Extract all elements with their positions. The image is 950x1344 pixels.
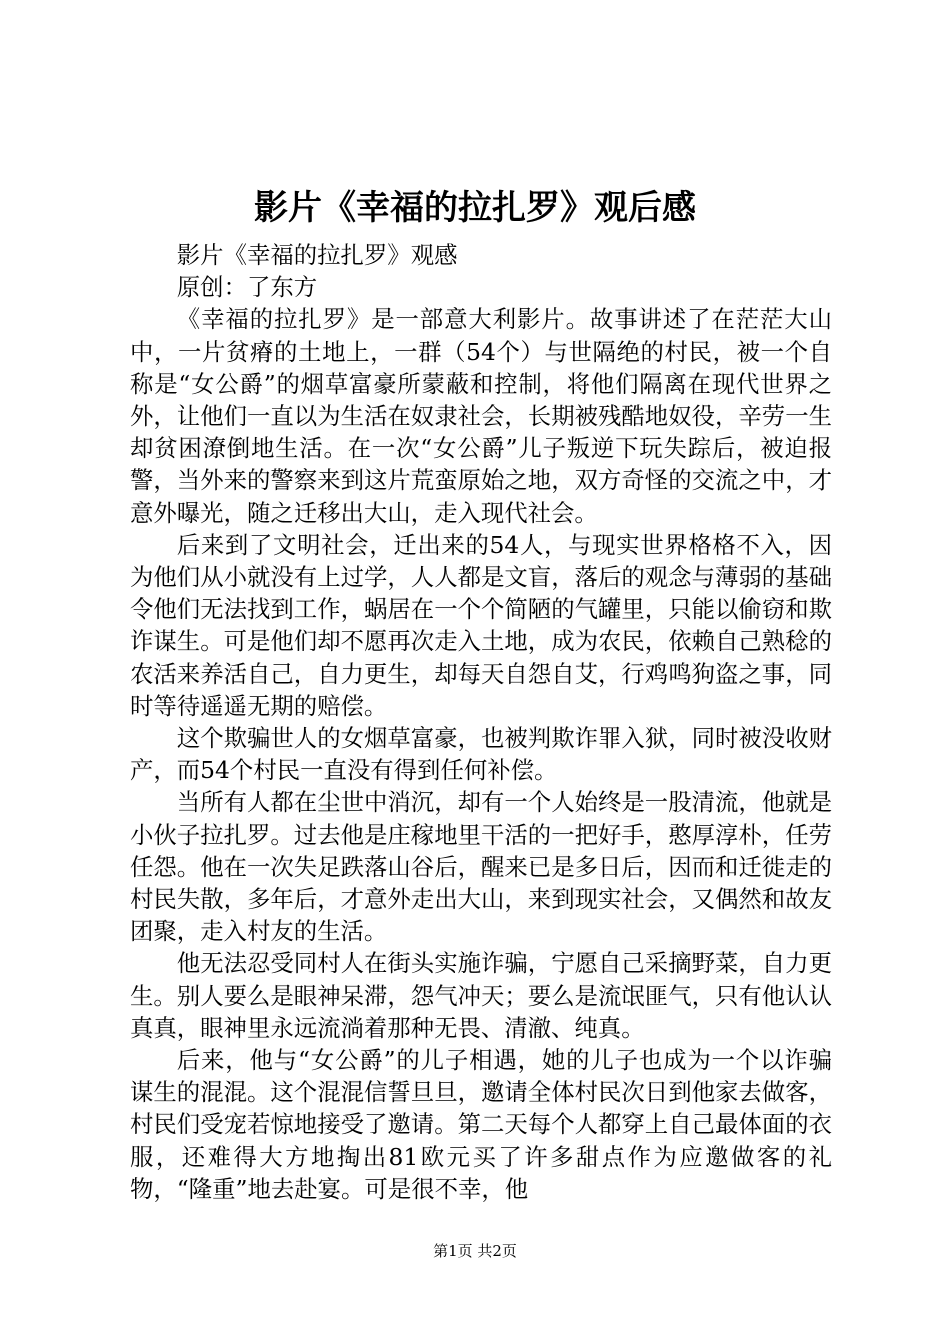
- body-paragraph-2: 后来到了文明社会，迁出来的54人，与现实世界格格不入，因为他们从小就没有上过学，人人都是文盲，落后的观念与薄弱的基础令他们无法找到工作，蜗居在一个个简陋的气罐里，只能以偷窃和欺诈谋生。可是他们却不愿再次走入土地，成为农民，依赖自己熟稔的农活来养活自己，自力更生，却每天自怨自艾，行鸡鸣狗盗之事，同时等待遥遥无期的赔偿。: [130, 530, 832, 720]
- body-paragraph-6: 后来，他与“女公爵”的儿子相遇，她的儿子也成为一个以诈骗谋生的混混。这个混混信誓旦旦，邀请全体村民次日到他家去做客，村民们受宠若惊地接受了邀请。第二天每个人都穿上自己最体面的衣服，还难得大方地掏出81欧元买了许多甜点作为应邀做客的礼物，“隆重”地去赴宴。可是很不幸，他: [130, 1046, 832, 1203]
- document-body: [130, 239, 832, 1205]
- body-paragraph-1: 《幸福的拉扎罗》是一部意大利影片。故事讲述了在茫茫大山中，一片贫瘠的土地上，一群（54个）与世隔绝的村民，被一个自称是“女公爵”的烟草富豪所蒙蔽和控制，将他们隔离在现代世界之外，让他们一直以为生活在奴隶社会，长期被残酷地奴役，辛劳一生却贫困潦倒地生活。在一次“女公爵”儿子叛逆下玩失踪后，被迫报警，当外来的警察来到这片荒蛮原始之地，双方奇怪的交流之中，才意外曝光，随之迁移出大山，走入现代社会。: [130, 305, 832, 527]
- subtitle-paragraph: 影片《幸福的拉扎罗》观感: [176, 241, 458, 269]
- body-paragraph-4: 当所有人都在尘世中消沉，却有一个人始终是一股清流，他就是小伙子拉扎罗。过去他是庄稼地里干活的一把好手，憨厚淳朴，任劳任怨。他在一次失足跌落山谷后，醒来已是多日后，因而和迁徙走的村民失散，多年后，才意外走出大山，来到现实社会，又偶然和故友团聚，走入村友的生活。: [130, 788, 832, 946]
- document-title: 影片《幸福的拉扎罗》观后感: [254, 188, 696, 228]
- page-footer: 第1页 共2页: [433, 1242, 517, 1260]
- author-line: 原创：了东方: [176, 273, 318, 302]
- body-paragraph-5: 他无法忍受同村人在街头实施诈骗，宁愿自己采摘野菜，自力更生。别人要么是眼神呆滞，怨气冲天；要么是流氓匪气，只有他认认真真，眼神里永远流淌着那种无畏、清澈、纯真。: [130, 949, 832, 1042]
- body-paragraph-3: 这个欺骗世人的女烟草富豪，也被判欺诈罪入狱，同时被没收财产，而54个村民一直没有得到任何补偿。: [130, 724, 832, 785]
